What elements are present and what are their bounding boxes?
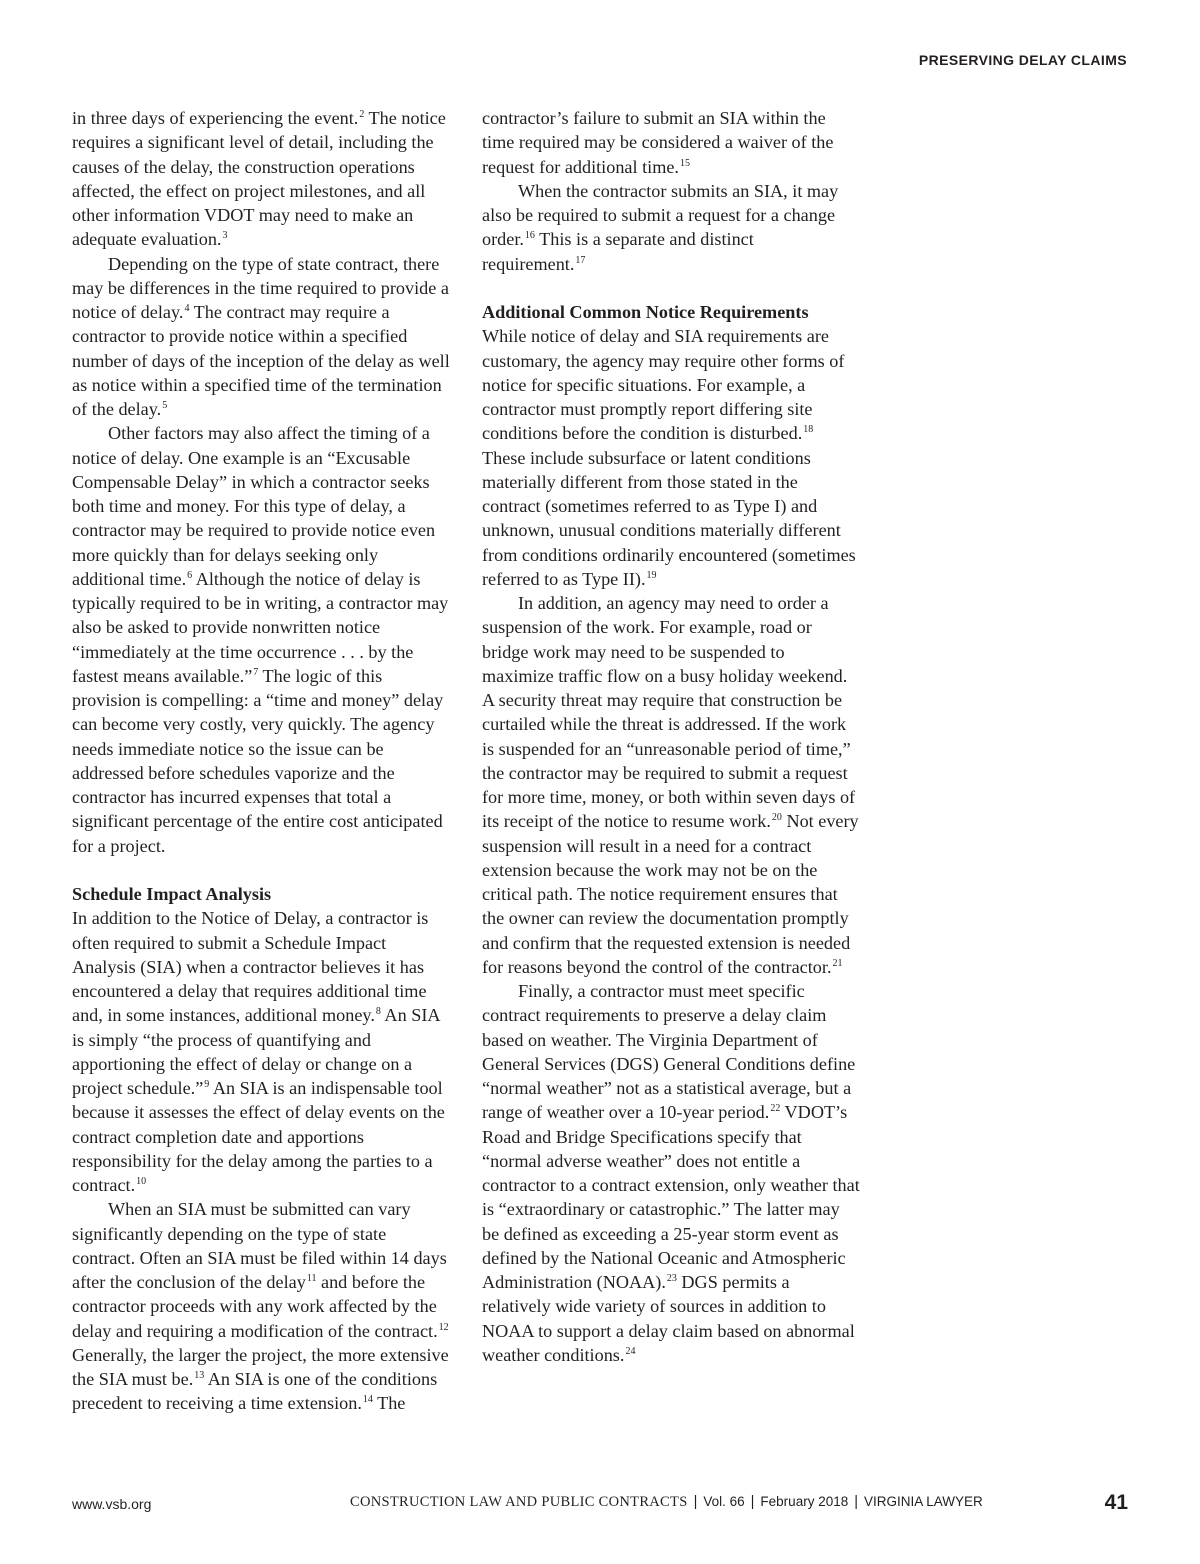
footnote-ref[interactable]: 18 <box>803 424 814 436</box>
paragraph: When the contractor submits an SIA, it may also be required to submit a request for a change order.$^{16}$ This is a separate and distinct requirement.$^{17}$ <box>482 180 839 274</box>
page-number: 41 <box>1104 1491 1128 1514</box>
footnote-ref[interactable]: 14 <box>362 1394 373 1406</box>
footnote-ref[interactable]: 13 <box>194 1370 205 1381</box>
footer-separator: | <box>854 1494 859 1510</box>
paragraph: Finally, a contractor must meet specific contract requirements to preserve a delay claim based on weather. The Virginia Department of General Services (DGS) General Conditions define “normal weather” not as a statistical average, but a range of weather over a 10-year period.$^{22}$ VDOT’s Road and Bridge Specifications specify that “normal adverse weather” does not entitle a contractor to a contract extension, only weather that is “extraordinary or catastrophic.” The latter may be defined as exceeding a 25-year storm event as defined by the National Oceanic and Atmospheric Administration (NOAA).$^{23}$ DGS permits a relatively wide variety of sources in addition to NOAA to support a delay claim based on abnormal weather conditions.$^{24}$ <box>482 981 860 1365</box>
footnote-ref[interactable]: 7 <box>253 666 259 678</box>
footnote-ref[interactable]: 20 <box>771 812 782 824</box>
footnote-ref[interactable]: 16 <box>524 230 535 242</box>
footer-separator: | <box>693 1494 698 1510</box>
footnote-ref[interactable]: 2 <box>359 109 365 120</box>
paragraph: In addition to the Notice of Delay, a contractor is often required to submit a Schedule Impact Analysis (SIA) when a contractor believes it has encountered a delay that requires additional time and, in some instances, additional money.$^8$ An SIA is simply “the process of quantifying and apportioning the effect of delay or change on a project schedule.”$^9$ An SIA is an indispensable tool because it assesses the effect of delay events on the contract completion date and apportions responsibility for the delay among the parties to a contract.$^{10}$ <box>72 908 445 1195</box>
footnote-ref[interactable]: 19 <box>646 569 657 581</box>
footer-volume: Vol. 66 <box>703 1494 745 1509</box>
footnote-ref[interactable]: 21 <box>832 957 843 969</box>
footnote-ref[interactable]: 8 <box>375 1006 381 1018</box>
footnote-ref[interactable]: 12 <box>438 1321 449 1333</box>
paragraph: contractor’s failure to submit an SIA within the time required may be considered a waiver of the request for additional time.$^{15}$ <box>482 108 834 177</box>
footer-publication: VIRGINIA LAWYER <box>864 1494 983 1509</box>
footnote-ref[interactable]: 6 <box>187 569 193 581</box>
footnote-ref[interactable]: 5 <box>162 400 168 411</box>
footnote-ref[interactable]: 24 <box>625 1345 636 1357</box>
paragraph: Depending on the type of state contract, there may be differences in the time required to provide a notice of delay.$^4$ The contract may require a contractor to provide notice within a specified number of days of the inception of the delay as well as notice within a specified time of the termination of the delay.$^5$ <box>72 253 450 419</box>
paragraph: In addition, an agency may need to order a suspension of the work. For example, road or bridge work may need to be suspended to maximize traffic flow on a busy holiday weekend. A security threat may require that construction be curtailed while the threat is addressed. If the work is suspended for an “unreasonable period of time,” the contractor may be required to submit a request for more time, money, or both within seven days of its receipt of the notice to resume work.$^{20}$ Not every suspension will result in a need for a contract extension because the work may not be on the critical path. The notice requirement ensures that the owner can review the documentation promptly and confirm that the requested extension is needed for reasons beyond the control of the contractor.$^{21}$ <box>482 593 859 977</box>
page-footer <box>72 1491 1128 1534</box>
left-column <box>72 106 450 1416</box>
paragraph: Other factors may also affect the timing of a notice of delay. One example is an “Excusable Compensable Delay” in which a contractor seeks both time and money. For this type of delay, a contractor may be required to provide notice even more quickly than for delays seeking only additional time.$^6$ Although the notice of delay is typically required to be in writing, a contractor may also be asked to provide nonwritten notice “immediately at the time occurrence . . . by the fastest means available.”$^7$ The logic of this provision is compelling: a “time and money” delay can become very costly, very quickly. The agency needs immediate notice so the issue can be addressed before schedules vaporize and the contractor has incurred expenses that total a significant percentage of the entire cost anticipated for a project. <box>72 423 449 856</box>
section-heading: Schedule Impact Analysis <box>72 884 272 904</box>
paragraph: While notice of delay and SIA requirements are customary, the agency may require other forms of notice for specific situations. For example, a contractor must promptly report differing site conditions before the condition is disturbed.$^{18}$ These include subsurface or latent conditions materially different from those stated in the contract (sometimes referred to as Type I) and unknown, unusual conditions materially different from conditions ordinarily encountered (sometimes referred to as Type II).$^{19}$ <box>482 326 856 589</box>
site-url-link[interactable]: www.vsb.org <box>72 1496 152 1512</box>
paragraph: When an SIA must be submitted can vary significantly depending on the type of state contract. Often an SIA must be filed within 14 days after the conclusion of the delay$^{11}$ and before the contractor proceeds with any work affected by the delay and requiring a modification of the contract.$^{12}$ Generally, the larger the project, the more extensive the SIA must be.$^{13}$ An SIA is one of the conditions precedent to receiving a time extension.$^{14}$ The <box>72 1199 449 1414</box>
right-column <box>482 106 860 1367</box>
footnote-ref[interactable]: 3 <box>222 230 228 242</box>
footnote-ref[interactable]: 17 <box>575 254 586 266</box>
footer-date: February 2018 <box>760 1494 849 1509</box>
footer-separator: | <box>750 1494 755 1510</box>
footer-citation <box>350 1494 983 1511</box>
footnote-ref[interactable]: 10 <box>136 1176 147 1187</box>
footnote-ref[interactable]: 11 <box>306 1273 317 1284</box>
footnote-ref[interactable]: 15 <box>679 157 690 169</box>
running-head: PRESERVING DELAY CLAIMS <box>918 52 1127 68</box>
footnote-ref[interactable]: 4 <box>184 303 190 314</box>
section-heading: Additional Common Notice Requirements <box>482 302 809 322</box>
paragraph: in three days of experiencing the event.$^2$ The notice requires a significant level of detail, including the causes of the delay, the construction operations affected, the effect on project milestones, and all other information VDOT may need to make an adequate evaluation.$^3$ <box>72 108 446 250</box>
footnote-ref[interactable]: 23 <box>666 1273 677 1284</box>
footnote-ref[interactable]: 9 <box>204 1079 210 1090</box>
footnote-ref[interactable]: 22 <box>770 1103 781 1115</box>
footer-section: CONSTRUCTION LAW AND PUBLIC CONTRACTS <box>350 1494 688 1510</box>
